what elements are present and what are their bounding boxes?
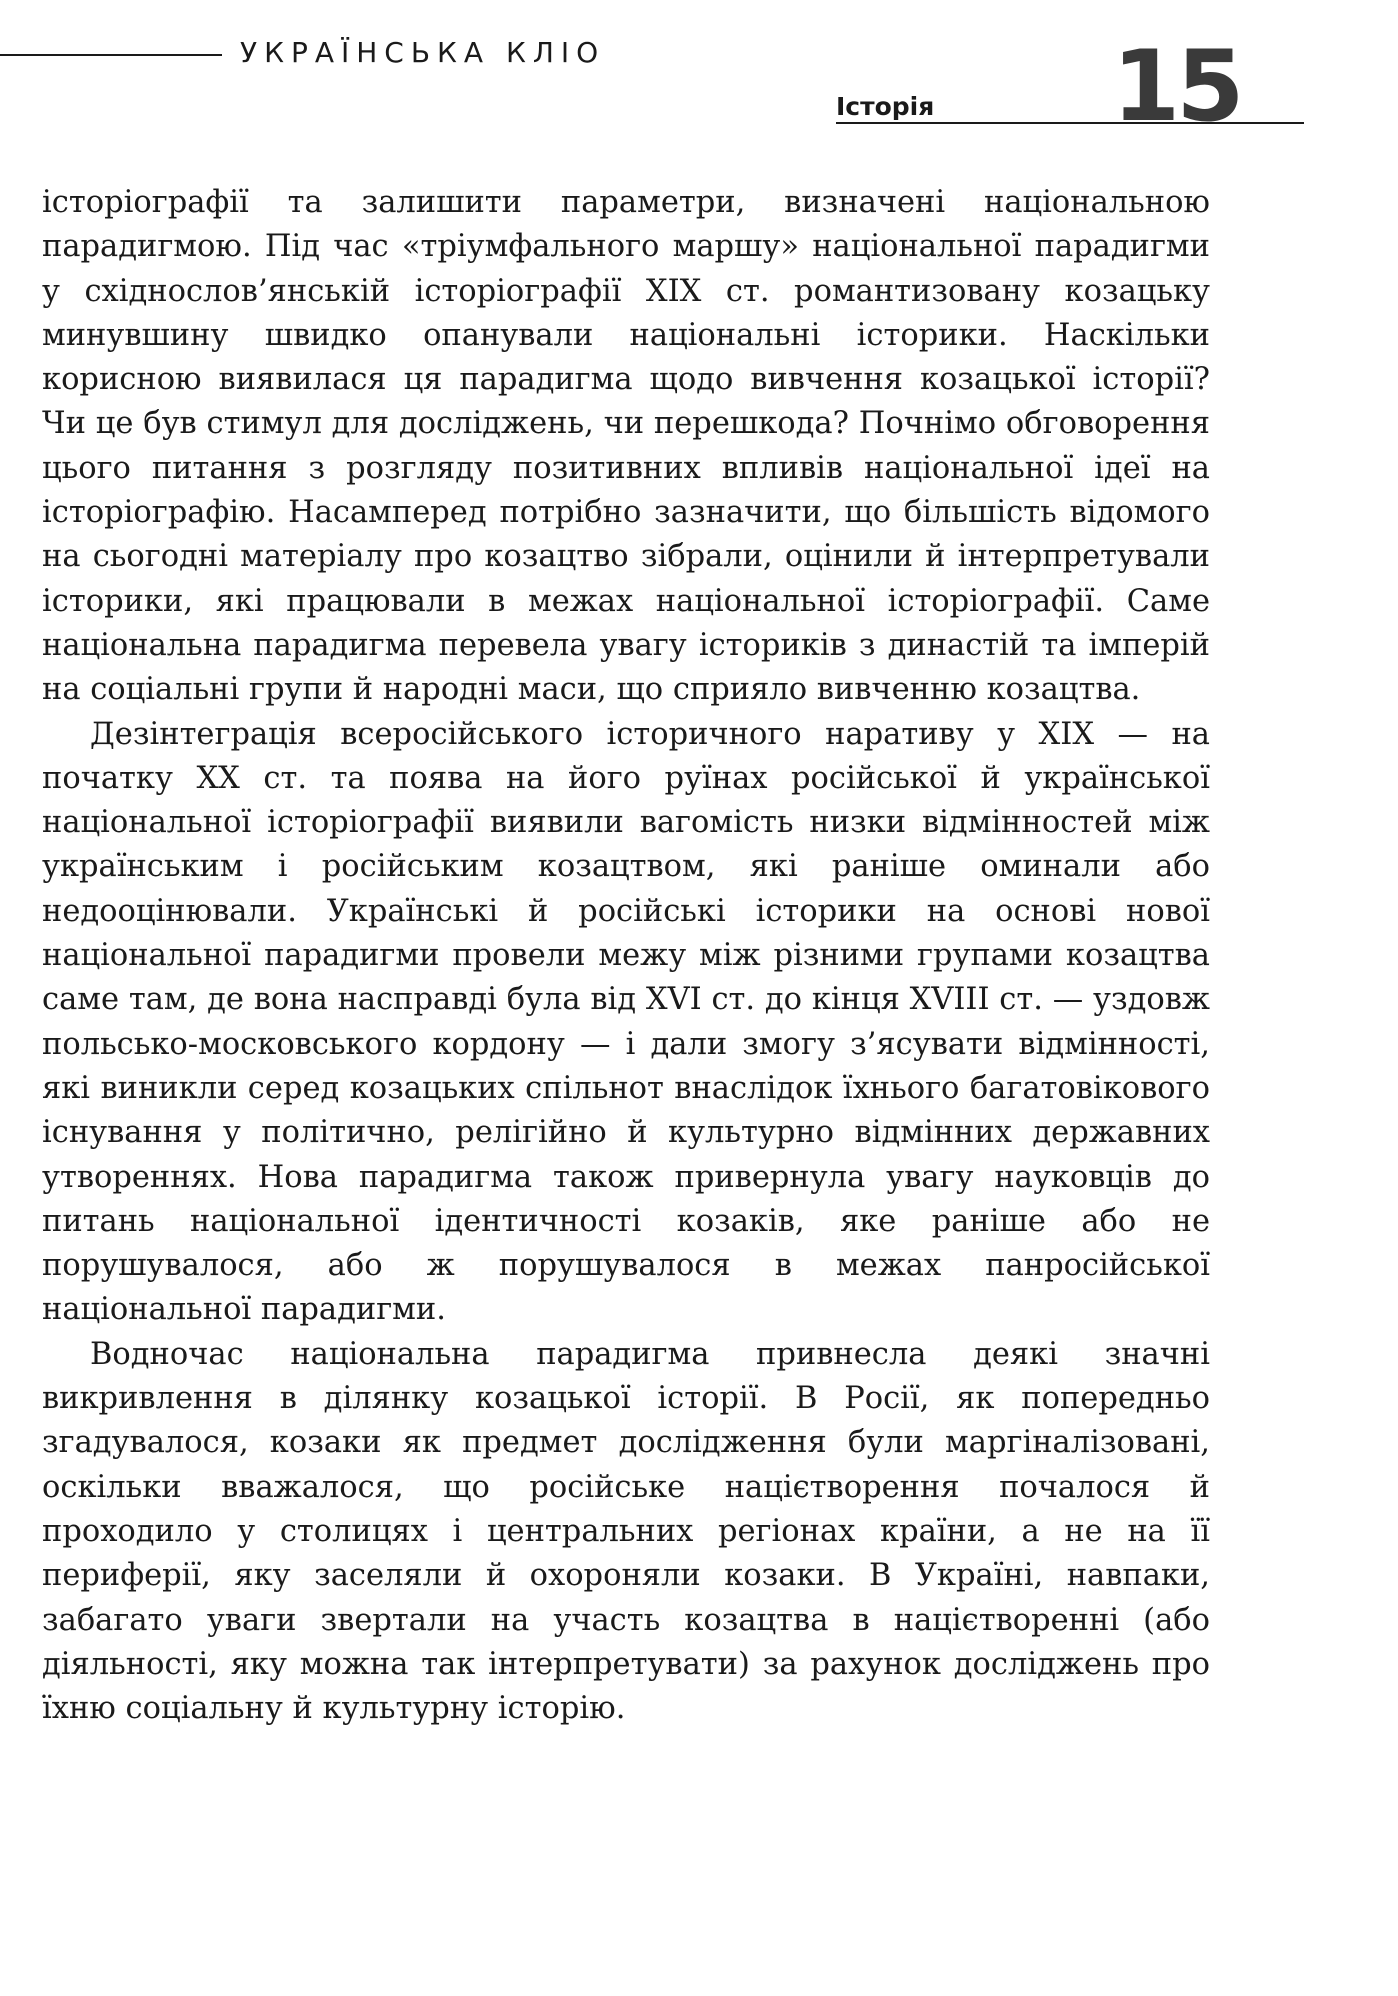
paragraph: Дезінтеграція всеросійського історичного наративу у XIX — на початку XX ст. та поява на його руїнах російської й української національної історіографії виявили вагомість низки відмінностей між українським і російським козацтвом, які раніше оминали або недооцінювали. Українські й російські історики на основі нової національної парадигми провели межу між різними групами козацтва саме там, де вона насправді була від XVI ст. до кінця XVIII ст. — уздовж польсько-московського кордону — і дали змогу з’ясувати відмінності, які виникли серед козацьких спільнот внаслідок їхнього багатовікового існування у політично, релігійно й культурно відмінних державних утвореннях. Нова парадигма також привернула увагу науковців до питань національної ідентичності козаків, яке раніше або не порушувалося, або ж порушувалося в межах панросійської національної парадигми. [42, 716, 1210, 1328]
header-rule-left [0, 54, 222, 56]
section-label: Історія [836, 92, 935, 121]
paragraph: Водночас національна парадигма привнесла деякі значні викривлення в ділянку козацької історії. В Росії, як попередньо згадувалося, козаки як предмет дослідження були маргіналізовані, оскільки вважалося, що російське націєтворення почалося й проходило у столицях і центральних регіонах країни, а не на її периферії, яку заселяли й охороняли козаки. В Україні, навпаки, забагато уваги звертали на участь козацтва в націєтворенні (або діяльності, яку можна так інтерпретувати) за рахунок досліджень про їхню соціальну й культурну історію. [42, 1336, 1210, 1727]
paragraph: історіографії та залишити параметри, визначені національною парадигмою. Під час «тріумфального маршу» національної парадигми у східнослов’янській історіографії XIX ст. романтизовану козацьку минувшину швидко опанували національні історики. Наскільки корисною виявилася ця парадигма щодо вивчення козацької історії? Чи це був стимул для досліджень, чи перешкода? Почнімо обговорення цього питання з розгляду позитивних впливів національної ідеї на історіографію. Насамперед потрібно зазначити, що більшість відомого на сьогодні матеріалу про козацтво зібрали, оцінили й інтерпретували історики, які працювали в межах національної історіографії. Саме національна парадигма перевела увагу істориків з династій та імперій на соціальні групи й народні маси, що сприяло вивченню козацтва. [42, 185, 1210, 708]
page-number: 15 [1112, 30, 1241, 144]
series-title: УКРАЇНСЬКА КЛІО [240, 36, 606, 69]
body-text [42, 181, 1210, 1731]
